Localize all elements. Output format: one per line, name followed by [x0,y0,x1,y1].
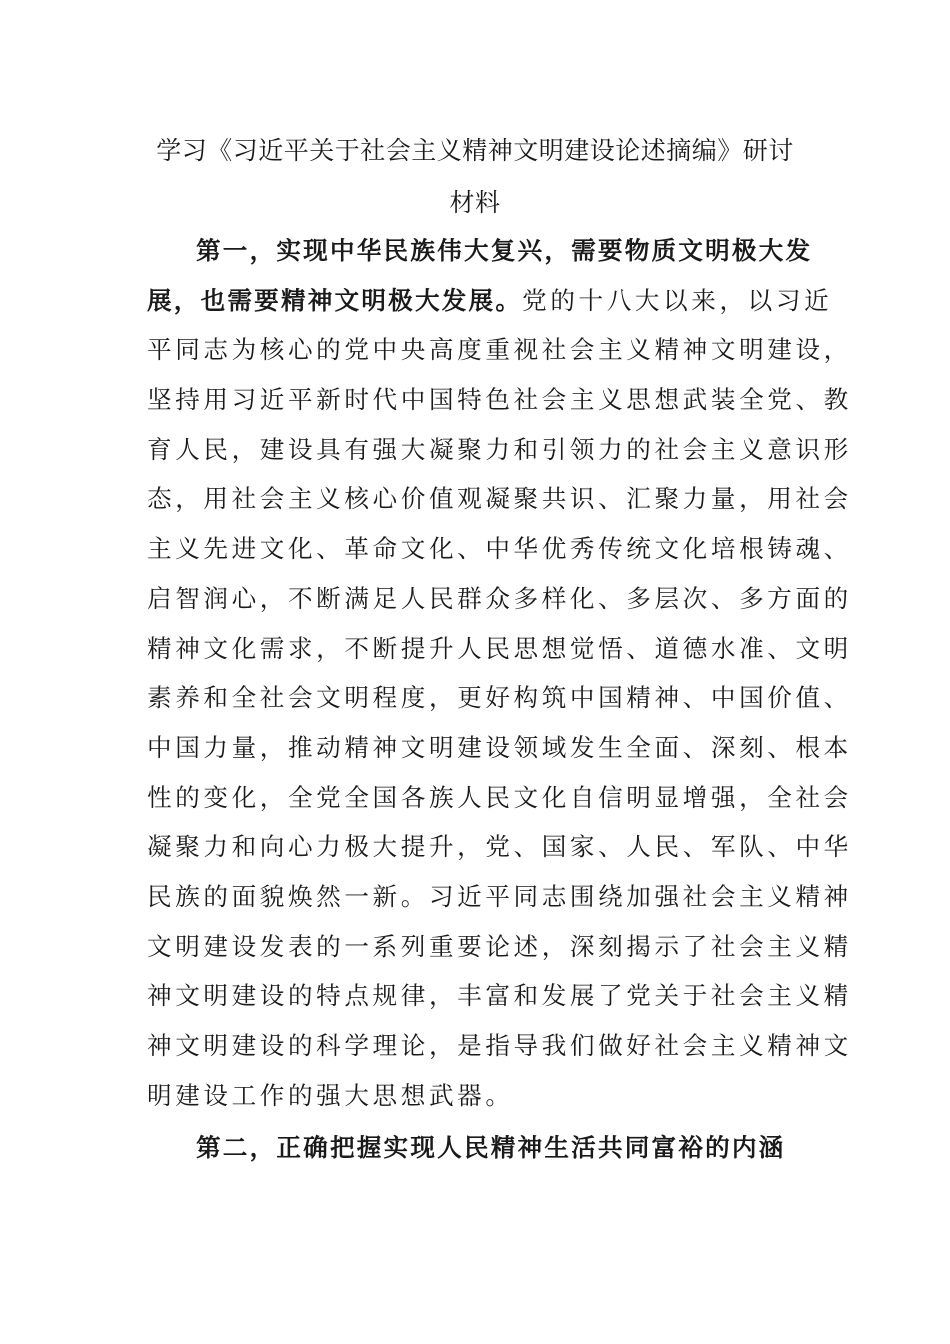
paragraph-line: 神文明建设的特点规律，丰富和发展了党关于社会主义精 [147,981,852,1011]
paragraph-line: 明建设工作的强大思想武器。 [147,1080,514,1110]
paragraph-line: 凝聚力和向心力极大提升，党、国家、人民、军队、中华 [147,832,852,862]
document-title-line-2: 材料 [449,188,501,217]
paragraph-line: 平同志为核心的党中央高度重视社会主义精神文明建设， [147,335,852,365]
paragraph-line: 态，用社会主义核心价值观凝聚共识、汇聚力量，用社会 [147,484,852,514]
section-heading-2: 第二，正确把握实现人民精神生活共同富裕的内涵 [196,1133,786,1162]
section-heading-1-part-1: 第一，实现中华民族伟大复兴，需要物质文明极大发 [196,236,813,265]
paragraph-line: 中国力量，推动精神文明建设领域发生全面、深刻、根本 [147,732,852,762]
paragraph-line [147,276,833,326]
paragraph-line: 坚持用习近平新时代中国特色社会主义思想武装全党、教 [147,385,852,415]
paragraph-text: 党的十八大以来，以习近 [522,285,833,315]
paragraph-line: 素养和全社会文明程度，更好构筑中国精神、中国价值、 [147,683,852,713]
paragraph-line: 民族的面貌焕然一新。习近平同志围绕加强社会主义精神 [147,881,852,911]
document-title-line-1: 学习《习近平关于社会主义精神文明建设论述摘编》研讨 [156,136,794,165]
paragraph-line: 主义先进文化、革命文化、中华优秀传统文化培根铸魂、 [147,534,852,564]
paragraph-line: 启智润心，不断满足人民群众多样化、多层次、多方面的 [147,583,852,613]
paragraph-1 [147,226,852,1120]
section-heading-1-part-2: 展，也需要精神文明极大发展。 [147,285,523,315]
paragraph-line: 神文明建设的科学理论，是指导我们做好社会主义精神文 [147,1031,852,1060]
paragraph-line: 性的变化，全党全国各族人民文化自信明显增强，全社会 [147,782,852,812]
paragraph-line: 文明建设发表的一系列重要论述，深刻揭示了社会主义精 [147,931,852,961]
paragraph-line: 育人民，建设具有强大凝聚力和引领力的社会主义意识形 [147,434,852,464]
paragraph-line: 精神文化需求，不断提升人民思想觉悟、道德水准、文明 [147,633,852,663]
paragraph-line [147,226,813,276]
